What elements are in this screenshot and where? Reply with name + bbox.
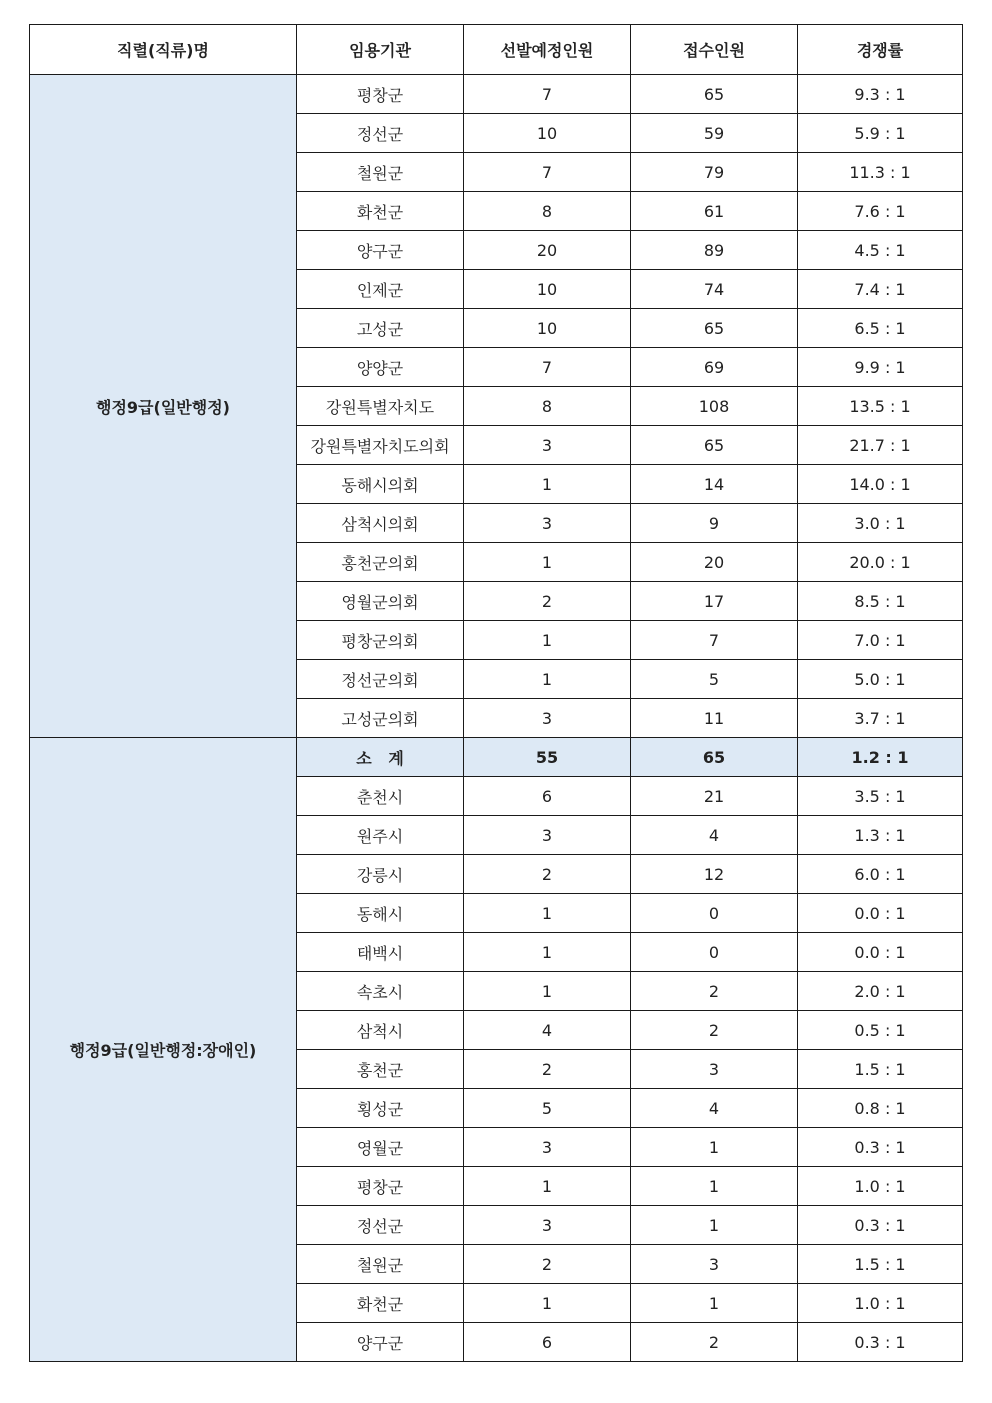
applied-cell: 59 <box>631 114 798 153</box>
ratio-cell: 7.4 : 1 <box>798 270 963 309</box>
agency-cell: 강원특별자치도 <box>297 387 464 426</box>
header-applied: 접수인원 <box>631 25 798 75</box>
ratio-cell: 14.0 : 1 <box>798 465 963 504</box>
planned-cell: 7 <box>464 75 631 114</box>
ratio-cell: 0.0 : 1 <box>798 894 963 933</box>
planned-cell: 6 <box>464 777 631 816</box>
applied-cell: 4 <box>631 816 798 855</box>
table-row <box>30 75 963 114</box>
ratio-cell: 7.6 : 1 <box>798 192 963 231</box>
planned-cell: 1 <box>464 1284 631 1323</box>
applied-cell: 2 <box>631 1011 798 1050</box>
applied-cell: 108 <box>631 387 798 426</box>
planned-cell: 10 <box>464 270 631 309</box>
ratio-cell: 4.5 : 1 <box>798 231 963 270</box>
header-row <box>30 25 963 75</box>
table-header <box>30 25 963 75</box>
ratio-cell: 5.0 : 1 <box>798 660 963 699</box>
planned-cell: 10 <box>464 114 631 153</box>
agency-cell: 양구군 <box>297 231 464 270</box>
planned-cell: 1 <box>464 972 631 1011</box>
header-job-series: 직렬(직류)명 <box>30 25 297 75</box>
applied-cell: 69 <box>631 348 798 387</box>
applied-cell: 17 <box>631 582 798 621</box>
ratio-cell: 0.3 : 1 <box>798 1206 963 1245</box>
agency-cell: 평창군의회 <box>297 621 464 660</box>
applied-cell: 7 <box>631 621 798 660</box>
ratio-cell: 8.5 : 1 <box>798 582 963 621</box>
ratio-cell: 1.2 : 1 <box>798 738 963 777</box>
planned-cell: 2 <box>464 855 631 894</box>
planned-cell: 10 <box>464 309 631 348</box>
applied-cell: 0 <box>631 933 798 972</box>
ratio-cell: 21.7 : 1 <box>798 426 963 465</box>
agency-cell: 동해시 <box>297 894 464 933</box>
planned-cell: 20 <box>464 231 631 270</box>
agency-cell: 양구군 <box>297 1323 464 1362</box>
agency-cell: 인제군 <box>297 270 464 309</box>
ratio-cell: 9.3 : 1 <box>798 75 963 114</box>
ratio-cell: 13.5 : 1 <box>798 387 963 426</box>
planned-cell: 8 <box>464 387 631 426</box>
agency-cell: 횡성군 <box>297 1089 464 1128</box>
applied-cell: 4 <box>631 1089 798 1128</box>
planned-cell: 1 <box>464 660 631 699</box>
agency-cell: 영월군의회 <box>297 582 464 621</box>
applied-cell: 89 <box>631 231 798 270</box>
ratio-cell: 20.0 : 1 <box>798 543 963 582</box>
ratio-cell: 0.3 : 1 <box>798 1128 963 1167</box>
agency-cell: 속초시 <box>297 972 464 1011</box>
planned-cell: 7 <box>464 153 631 192</box>
applied-cell: 14 <box>631 465 798 504</box>
subtotal-row <box>30 738 963 777</box>
planned-cell: 4 <box>464 1011 631 1050</box>
applied-cell: 3 <box>631 1245 798 1284</box>
agency-cell: 영월군 <box>297 1128 464 1167</box>
agency-cell: 평창군 <box>297 1167 464 1206</box>
ratio-cell: 3.7 : 1 <box>798 699 963 738</box>
agency-cell: 원주시 <box>297 816 464 855</box>
applied-cell: 65 <box>631 738 798 777</box>
ratio-cell: 7.0 : 1 <box>798 621 963 660</box>
agency-cell: 철원군 <box>297 1245 464 1284</box>
agency-cell: 동해시의회 <box>297 465 464 504</box>
planned-cell: 1 <box>464 465 631 504</box>
agency-cell: 삼척시 <box>297 1011 464 1050</box>
applied-cell: 65 <box>631 426 798 465</box>
applied-cell: 65 <box>631 309 798 348</box>
competition-rate-table <box>29 24 963 1362</box>
planned-cell: 1 <box>464 543 631 582</box>
ratio-cell: 11.3 : 1 <box>798 153 963 192</box>
agency-cell: 삼척시의회 <box>297 504 464 543</box>
applied-cell: 2 <box>631 1323 798 1362</box>
applied-cell: 12 <box>631 855 798 894</box>
ratio-cell: 9.9 : 1 <box>798 348 963 387</box>
planned-cell: 8 <box>464 192 631 231</box>
applied-cell: 3 <box>631 1050 798 1089</box>
ratio-cell: 2.0 : 1 <box>798 972 963 1011</box>
ratio-cell: 5.9 : 1 <box>798 114 963 153</box>
planned-cell: 3 <box>464 504 631 543</box>
header-agency: 임용기관 <box>297 25 464 75</box>
applied-cell: 9 <box>631 504 798 543</box>
agency-cell: 화천군 <box>297 1284 464 1323</box>
planned-cell: 6 <box>464 1323 631 1362</box>
ratio-cell: 1.0 : 1 <box>798 1284 963 1323</box>
table-body <box>30 75 963 1362</box>
ratio-cell: 0.5 : 1 <box>798 1011 963 1050</box>
applied-cell: 5 <box>631 660 798 699</box>
ratio-cell: 1.5 : 1 <box>798 1245 963 1284</box>
ratio-cell: 1.5 : 1 <box>798 1050 963 1089</box>
agency-cell: 태백시 <box>297 933 464 972</box>
ratio-cell: 0.0 : 1 <box>798 933 963 972</box>
applied-cell: 0 <box>631 894 798 933</box>
planned-cell: 1 <box>464 1167 631 1206</box>
ratio-cell: 0.8 : 1 <box>798 1089 963 1128</box>
planned-cell: 2 <box>464 1050 631 1089</box>
header-ratio: 경쟁률 <box>798 25 963 75</box>
applied-cell: 1 <box>631 1284 798 1323</box>
planned-cell: 3 <box>464 816 631 855</box>
applied-cell: 11 <box>631 699 798 738</box>
planned-cell: 3 <box>464 426 631 465</box>
ratio-cell: 3.5 : 1 <box>798 777 963 816</box>
agency-cell: 소 계 <box>297 738 464 777</box>
ratio-cell: 0.3 : 1 <box>798 1323 963 1362</box>
agency-cell: 평창군 <box>297 75 464 114</box>
applied-cell: 1 <box>631 1167 798 1206</box>
job-series-cell: 행정9급(일반행정) <box>30 75 297 738</box>
planned-cell: 1 <box>464 894 631 933</box>
agency-cell: 강원특별자치도의회 <box>297 426 464 465</box>
agency-cell: 춘천시 <box>297 777 464 816</box>
ratio-cell: 1.3 : 1 <box>798 816 963 855</box>
applied-cell: 2 <box>631 972 798 1011</box>
agency-cell: 고성군 <box>297 309 464 348</box>
ratio-cell: 1.0 : 1 <box>798 1167 963 1206</box>
agency-cell: 홍천군의회 <box>297 543 464 582</box>
agency-cell: 양양군 <box>297 348 464 387</box>
planned-cell: 2 <box>464 1245 631 1284</box>
planned-cell: 7 <box>464 348 631 387</box>
planned-cell: 1 <box>464 621 631 660</box>
agency-cell: 정선군 <box>297 1206 464 1245</box>
applied-cell: 1 <box>631 1206 798 1245</box>
header-planned: 선발예정인원 <box>464 25 631 75</box>
planned-cell: 5 <box>464 1089 631 1128</box>
applied-cell: 1 <box>631 1128 798 1167</box>
applied-cell: 74 <box>631 270 798 309</box>
job-series-cell: 행정9급(일반행정:장애인) <box>30 738 297 1362</box>
agency-cell: 정선군의회 <box>297 660 464 699</box>
applied-cell: 21 <box>631 777 798 816</box>
agency-cell: 정선군 <box>297 114 464 153</box>
agency-cell: 고성군의회 <box>297 699 464 738</box>
applied-cell: 65 <box>631 75 798 114</box>
applied-cell: 79 <box>631 153 798 192</box>
planned-cell: 3 <box>464 699 631 738</box>
applied-cell: 20 <box>631 543 798 582</box>
applied-cell: 61 <box>631 192 798 231</box>
ratio-cell: 6.5 : 1 <box>798 309 963 348</box>
planned-cell: 3 <box>464 1128 631 1167</box>
planned-cell: 1 <box>464 933 631 972</box>
agency-cell: 화천군 <box>297 192 464 231</box>
agency-cell: 철원군 <box>297 153 464 192</box>
ratio-cell: 6.0 : 1 <box>798 855 963 894</box>
planned-cell: 55 <box>464 738 631 777</box>
ratio-cell: 3.0 : 1 <box>798 504 963 543</box>
agency-cell: 홍천군 <box>297 1050 464 1089</box>
planned-cell: 3 <box>464 1206 631 1245</box>
agency-cell: 강릉시 <box>297 855 464 894</box>
planned-cell: 2 <box>464 582 631 621</box>
